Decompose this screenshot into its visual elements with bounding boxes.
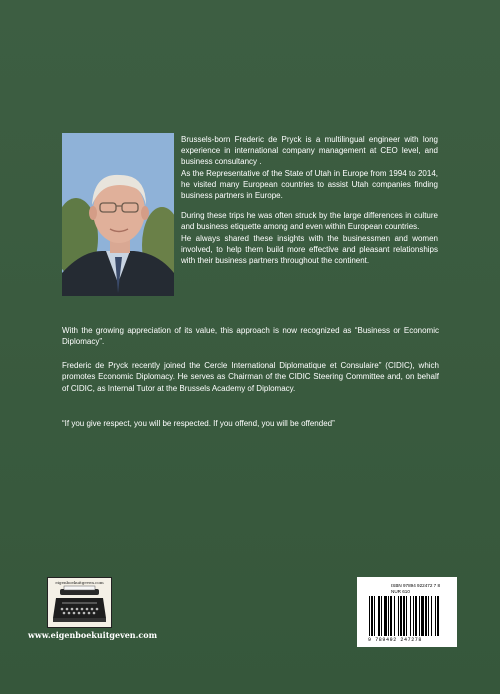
logo-site-text: eigenboekuitgeven.com [55,580,104,585]
isbn-text: ISBN 97894 922472 7 8 [391,583,441,588]
nur-text: NUR 610 [391,589,410,594]
bio-paragraph: He always shared these insights with the businessmen and women involved, to help them build more effective and pleasant relationships with their business partners throughout the continent. [181,233,438,266]
isbn-barcode-box [357,577,457,647]
publisher-url[interactable]: www.eigenboekuitgeven.com [28,630,158,640]
publisher-logo [47,577,112,628]
bio-paragraph: Brussels-born Frederic de Pryck is a multilingual engineer with long experience in international company management at CEO level, and business consultancy . [181,135,438,167]
barcode-digits: 9 789492 247278 [368,637,423,643]
author-portrait-illustration [62,133,174,296]
bio-paragraph: During these trips he was often struck by the large differences in culture and business etiquette among and even within European countries. [181,211,438,232]
barcode-icon [369,596,445,636]
author-bio [181,134,438,266]
diplomacy-paragraph: With the growing appreciation of its value, this approach is now recognized as “Business or Economic Diplomacy”. [62,326,439,347]
bio-paragraph: As the Representative of the State of Utah in Europe from 1994 to 2014, he visited many European countries to assist Utah companies finding business partners in Europe. [181,168,438,201]
author-photo [62,133,174,296]
quote-paragraph: “If you give respect, you will be respected. If you offend, you will be offended” [62,419,335,428]
typewriter-icon [48,578,111,627]
cidic-paragraph: Frederic de Pryck recently joined the Cercle International Diplomatique et Consulaire” (CIDIC), which promotes Economic Diplomacy. He serves as Chairman of the CIDIC Steering Committee and, on behalf of CIDIC, as Internal Tutor at the Brussels Academy of Diplomacy. [62,361,439,393]
